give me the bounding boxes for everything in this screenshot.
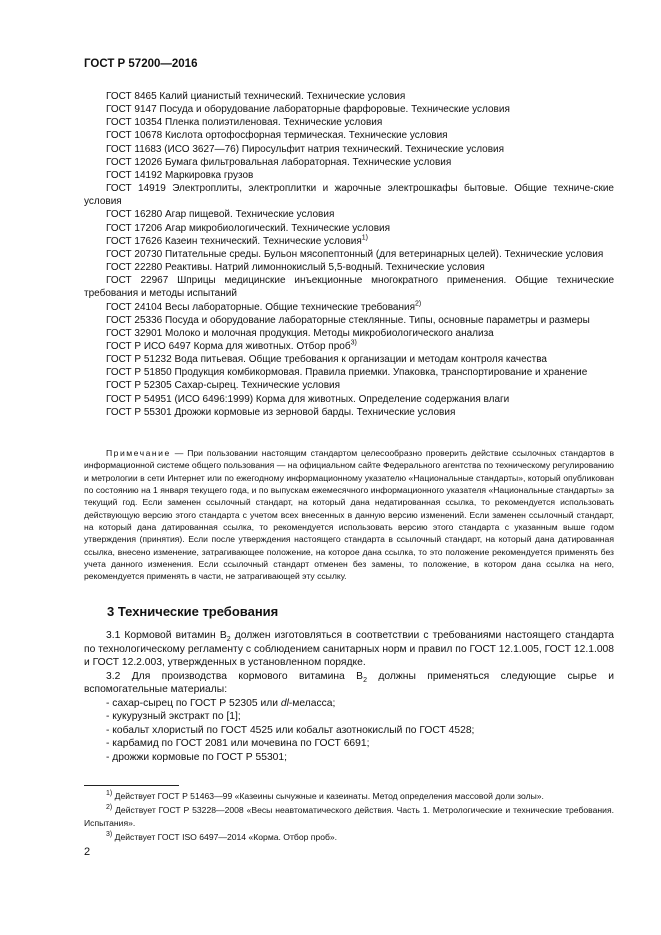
reference-item: ГОСТ 8465 Калий цианистый технический. Технические условия	[106, 91, 406, 102]
footnote-marker: 1)	[361, 234, 368, 242]
footnote-divider	[84, 785, 179, 786]
reference-item: ГОСТ 17206 Агар микробиологический. Технические условия	[106, 222, 391, 234]
list-item: - дрожжи кормовые по ГОСТ Р 55301;	[106, 751, 287, 763]
reference-item: ГОСТ 12026 Бумага фильтровальная лабораторная. Технические условия	[106, 156, 452, 168]
footnote-marker: 3)	[350, 339, 357, 347]
reference-item: ГОСТ 24104 Весы лабораторные. Общие технические требования$^{2)}$	[106, 300, 422, 313]
reference-item: ГОСТ Р 52305 Сахар-сырец. Технические условия	[106, 380, 341, 392]
note-label: Примечание	[106, 448, 171, 458]
list-item: - кобальт хлористый по ГОСТ 4525 или кобальт азотнокислый по ГОСТ 4528;	[106, 724, 475, 736]
footnote: $^{3)}$ Действует ГОСТ ISO 6497—2014 «Корма. Отбор проб».	[106, 831, 338, 842]
note-text: — При пользовании настоящим стандартом целесообразно проверить действие ссылочных стандартов в информационной системе общего пользования — на официальном сайте Федерального агентства по техническому регулированию и метрологии в сети Интернет или по ежегодному информационному указателю «Национальные стандарты», который опубликован по состоянию на 1 января текущего года, и по выпускам ежемесячного информационного указателя «Национальные стандарты» за текущий год. Если заменен ссылочный стандарт, на который дана недатированная ссылка, то рекомендуется использовать действующую версию этого стандарта с учетом всех внесенных в данную версию изменений. Если заменен ссылочный стандарт, на который дана датированная ссылка, то рекомендуется использовать версию этого стандарта с указанным выше годом утверждения (принятия). Если после утверждения настоящего стандарта в ссылочный стандарт, на который дана датированная ссылка, внесено изменение, затрагивающее положение, на которое дана ссылка, то это положение рекомендуется применять без учета данного изменения. Если ссылочный стандарт отменен без замены, то положение, в котором дана ссылка на него, рекомендуется применять в части, не затрагивающей эту ссылку.	[84, 448, 615, 582]
reference-item: ГОСТ Р 51850 Продукция комбикормовая. Правила приемки. Упаковка, транспортирование и хранение	[106, 367, 588, 379]
clause-3-1: 3.1 Кормовой витамин $В_2$ должен изготовляться в соответствии с требованиями настоящего стандарта по технологическому регламенту с соблюдением санитарных норм и правил по ГОСТ 12.1.005, ГОСТ 12.1.008 и ГОСТ 12.2.003, утвержденных в установленном порядке.	[84, 630, 615, 668]
footnote: $^{2)}$ Действует ГОСТ Р 53228—2008 «Весы неавтоматического действия. Часть 1. Метрологические и технические требования. Испытания».	[84, 804, 615, 828]
reference-item: ГОСТ 17626 Казеин технический. Технические условия$^{1)}$	[106, 234, 368, 247]
reference-item: ГОСТ Р 54951 (ИСО 6496:1999) Корма для животных. Определение содержания влаги	[106, 393, 510, 405]
reference-item: ГОСТ 22280 Реактивы. Натрий лимоннокислый 5,5-водный. Технические условия	[106, 262, 485, 274]
document-code-header: ГОСТ Р 57200—2016	[84, 58, 198, 70]
footnote-marker: 2)	[415, 300, 422, 308]
section-body	[84, 629, 614, 764]
reference-item: ГОСТ Р ИСО 6497 Корма для животных. Отбор проб$^{3)}$	[106, 339, 357, 352]
list-item: - карбамид по ГОСТ 2081 или мочевина по ГОСТ 6691;	[106, 738, 370, 749]
reference-item: ГОСТ Р 51232 Вода питьевая. Общие требования к организации и методам контроля качества	[106, 354, 547, 366]
reference-item: ГОСТ 20730 Питательные среды. Бульон мясопептонный (для ветеринарных целей). Технические условия	[106, 248, 604, 260]
section-heading: 3 Технические требования	[107, 604, 279, 619]
reference-item: ГОСТ 32901 Молоко и молочная продукция. Методы микробиологического анализа	[106, 327, 494, 339]
page-number: 2	[84, 846, 91, 858]
normative-references-list	[84, 90, 614, 419]
list-item: - сахар-сырец по ГОСТ Р 52305 или dl-меласса;	[106, 697, 336, 709]
reference-item: ГОСТ 22967 Шприцы медицинские инъекционные многократного применения. Общие технические требования и методы испытаний	[84, 275, 614, 300]
list-item: - кукурузный экстракт по [1];	[106, 711, 241, 722]
reference-item: ГОСТ 9147 Посуда и оборудование лабораторные фарфоровые. Технические условия	[106, 104, 510, 116]
reference-item: ГОСТ 10354 Пленка полиэтиленовая. Технические условия	[106, 117, 383, 129]
reference-item: ГОСТ 10678 Кислота ортофосфорная термическая. Технические условия	[106, 130, 448, 142]
reference-item: ГОСТ 14919 Электроплиты, электроплитки и жарочные электрошкафы бытовые. Общие техниче-ские условия	[84, 183, 614, 208]
reference-item: ГОСТ 25336 Посуда и оборудование лабораторные стеклянные. Типы, основные параметры и размеры	[106, 314, 590, 326]
footnote: $^{1)}$ Действует ГОСТ Р 51463—99 «Казеины сычужные и казеинаты. Метод определения массовой доли золы».	[106, 790, 544, 801]
note-paragraph	[84, 447, 614, 583]
reference-item: ГОСТ 16280 Агар пищевой. Технические условия	[106, 209, 335, 221]
reference-item: ГОСТ 11683 (ИСО 3627—76) Пиросульфит натрия технический. Технические условия	[106, 143, 505, 155]
clause-3-2: 3.2 Для производства кормового витамина $В_2$ должны применяться следующие сырье и вспомогательные материалы:	[84, 670, 614, 695]
footnotes	[84, 790, 614, 845]
reference-item: ГОСТ Р 55301 Дрожжи кормовые из зерновой барды. Технические условия	[106, 406, 456, 418]
reference-item: ГОСТ 14192 Маркировка грузов	[106, 169, 254, 181]
